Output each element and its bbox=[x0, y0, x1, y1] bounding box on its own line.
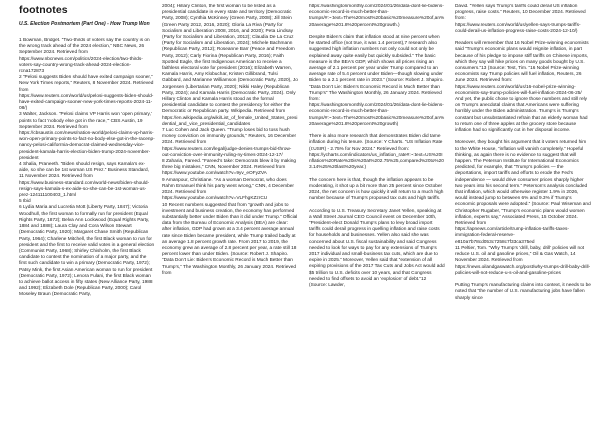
footnote-column-1 bbox=[19, 38, 155, 420]
footnote-column-2 bbox=[162, 4, 298, 420]
footnote-paragraph: 1 Bowman, Bridget. “Two-thirds of voters say the country is on the wrong track ahead of the 2024 election,” NBC News, 26 September 2024. Retrieved from https://www.nbcnews.com/politics/2024-election/two-thirds-voters-say-country-wrong-track-ahead-2024-election-rcna172873 2 “Pelosi suggests Biden should have exited campaign sooner,” New York Times reports,” Reuters, 8 November 2024. Retrieved from https://www.reuters.com/world/us/pelosi-suggests-biden-should-have-exited-campaign-sooner-new-york-times-reports-2024-11-08/) 3 Walter, Jackson. “Pelosi claims VP Harris won ‘open primary,’ points to fact ‘nobody else got in the race,’” CBS Austin, 19 September 2024. Retrieved from https://cbsaustin.com/news/nation-world/pelosi-claims-vp-harris-won-open-primary-points-to-fact-no-body-else-got-in-the-racenp-nancy-pelosi-califorrnia-democrat-claimed-wednesday-vice-president-kamala-harris-election-biden-trump-2024-november-president 4 Shalia, Praneeth. “Biden should resign, says Kamala’s ex-aide, so she can be 1st woman US Prez.” Business Standard, 11 November 2024. Retrieved from https://www.business-standard.com/world-news/biden-should-resign-says-kamala-s-ex-aide-so-she-can-be-1st-woman-us-prez-124111100403_1.html 5 Ibid 6 Lydia Maria and Lucretia Mott (Liberty Party, 1847); Victoria Woodhull, the first woman to formally run for president (Equal Rights Party, 1872); Belva Ann Lockwood (Equal Rights Party, 1884 and 1888); Laura Clay and Cora Wilson Stewart (Democratic Party, 1920); Margaret Chase Smith (Republican Party, 1964); Charlene Mitchell, the first Black woman to run for president and the first to receive valid votes in a general election (Communist Party, 1968); Shirley Chisholm, the first Black candidate to contest the nomination of a major party, and the first such candidate to win a primary (Democratic Party, 1972); Patsy Mink, the first Asian American woman to run for president (Democratic Party, 1972); Lenora Fulani, the first Black woman to achieve ballot access in fifty states (New Alliance Party, 1988 and 1992); Elizabeth Dole (Republican Party, 2000); Carol Moseley Braun (Democratic Party, bbox=[19, 38, 155, 298]
footnote-paragraph: David. “Yellen says Trump’s tariffs could derail US inflation progress, raise costs.” Reuters, 10 December 2024. Retrieved from: https://www.reuters.com/world/us/yellen-says-trumps-tariffs-could-derail-us-inflation-progress-raise-costs-2024-12-10/) bbox=[455, 4, 586, 34]
footnote-paragraph: https://washingtonmonthly.com/2024/01/26/data-dont-lie-bidens-economic-record-is-much-better-than-trumps/#:~:text=The%20most%20basic%20measure%20of,an%20average%201.8%20percent%20growth.) bbox=[309, 4, 445, 28]
footnote-paragraph: The concern here is that, though the inflation appears to be moderating, it shot up a bit more than 25 percent since October 2024, the net concern is how quickly it will return to a much high number because of Trump’s proposed tax cuts and high tariffs. bbox=[309, 177, 444, 202]
footnote-column-4 bbox=[455, 4, 591, 420]
footnote-column-3 bbox=[309, 4, 445, 420]
footnote-paragraph: Despite Biden’s claim that inflation stood at nine percent when he started office (not true, it was 1.4 percent),7 research also suggested high inflation numbers not only could not only be explained away quite easily but quickly subsided.” The basic measure is the BEA’s GDP, which shows all prices rising an average of 2.1 percent per year under Trump compared to an average rate of 5.4 percent under Biden—though slowing under Biden to a 2.1 percent rate in 2023.” (Source: Robert J. Shapiro. “Data Don’t Lie: Biden’s Economic Record is Much Better than Trump’s” The Washington Monthly, 26 January 2024. Retrieved from: https://washingtonmonthly.com/2024/01/26/data-dont-lie-bidens-economic-record-is-much-better-than-trumps/#:~:text=The%20most%20basic%20measure%20of,an%20average%201.8%20percent%20growth) bbox=[309, 35, 445, 127]
page-subtitle: U.S. Election Postmortem (Part One) - How Trump Won bbox=[19, 21, 150, 27]
footnote-paragraph: Readers will remember that 16 Nobel Prize-winning economists said “Trump’s economic plans would reignite inflation, in part because of his pledge to impose stiff tariffs on Chinese imports, which they say will hike prices on many goods bought by U.S. consumers.”13 (Source: Test, Tim. “16 Nobel Prize-winning economists say Trump policies will fuel inflation, Reuters, 26 June 2024. Retrieved from: https://www.reuters.com/world/us/16-nobel-prize-winning-economists-say-trump-policies-will-fuel-inflation-2024-06-25/ And yet, the public chose to ignore those numbers and still rely on Trump’s anecdotal claims that Americans were suffering horribly under the Biden administration. Trump’s is Trump’s constant but unsubstantiated refrain that an elderly woman had to return one of three apples at the grocery store because inflation had so significantly cut in her disposal income. bbox=[455, 41, 589, 134]
footnote-paragraph: Moreover, they bought his argument that it voters returned him to the White House, “inflation will vanish completely.” Hopeful thinking, as again there is no evidence to suggest that will happen. The Peterson Institute for International Economics predicted, for example, that “Trump’s policies — the deportations, import tariffs and efforts to erode the Fed’s independence — would drive consumer prices sharply higher two years into his second term.” Peterson’s analysis concluded that inflation, which would otherwise register 1.9% in 2026, would instead jump to between 6% and 9.3% if Trump’s economic proposals were adopted.” (Source: Paul Wiseman and Christopher Rugaber, “Trump’s economic plans would worsen inflation, experts say,” Associated Press, 15 October 2024. Retrieved from https://apnews.com/article/trump-inflation-tariffs-taxes-immigration-federal-reserve-e810a7b78cd053c7258c7f33ca375ed 11 Peltier, Tom. “Why Trump’s ‘drill, baby, drill’ policies will not reduce U.S. oil and gasoline prices,” Oil & Gas Watch, 14 November 2024. Retrieved from https://news.oilandgaswatch.org/post/why-trumps-drill-baby-drill-policies-will-not-reduce-u-s-oil-and-gasoline-prices bbox=[455, 140, 591, 276]
footnote-paragraph: Putting Trump’s manufacturing claims into context, it needs to be noted that “the number of U.S. manufacturing jobs have fallen sharply since bbox=[455, 283, 591, 301]
footnote-paragraph: According to U.S. Treasury Secretary Janet Yellen, speaking at a Wall Street Journal CEO Council event on December 10th, “President-elect Donald Trump’s plans to levy broad import tariffs could derail progress in quelling inflation and raise costs for households and businesses. Yellen also said she was concerned about U.S. fiscal sustainability and said Congress needed to look for ways to pay for any extensions of Trump’s 2017 individual and small-business tax cuts, which are due to expire in 2025.” Moreover, Yellen said that “extension of all expiring provisions of the 2017 Tax Cuts and Jobs Act would add $5 trillion to U.S. deficits over 10 years, and that Congress needed to find offsets to avoid an ‘explosion’ of debt.”12 (Source: Lawder, bbox=[309, 208, 445, 289]
footnote-paragraph: 2004); Hillary Clinton, the first woman to be listed as a presidential candidate in every state and territory (Democratic Party, 2008); Cynthia McKinney (Green Party, 2008); Jill Stein (Green Party 2012, 2016, 2020); Gloria La Riva (Party for Socialism and Liberation 2008, 2016, and 2020); Peta Lindsay (Party for Socialism and Liberation, 2012); Claudia De La Cruz (Party for Socialism and Liberation, 2024); Michele Bachmann (Republican Party, 2012); Roseanne Barr (Peace and Freedom Party, 2012); Carly Fiorina (Republican Party, 2016); Faith Spotted Eagle, the first Indigenous American to receive a faithless electoral vote for president (2016); Elizabeth Warren, Kamala Harris, Amy Klobuchar, Kristen Gillibrand, Tulsi Gabbard, and Marianne Williamson (Democratic Party, 2020), Jo Jorgensen (Libertarian Party, 2020); Nikki Haley (Republican Party, 2024); and Kamala Harris (Democratic Party, 2024). Only Hillary Clinton and Kamala Harris stood as the formal presidential candidate to contest the presidency for either the Democratic or Republican party. Wikipedia. Retrieved from https://en.wikipedia.org/wiki/List_of_female_United_States_presidential_and_vice_presidential_candidates 7 Luc Cohen and Jack Queen. “Trump loses bid to toss hush money conviction on immunity grounds,” Reuters, 16 December 2024. Retrieved from https://www.reuters.com/legal/judge-denies-trumps-bid-throw-out-conviction-over-immunity-ruling-ny-times-2024-12-17/ 8 Zaharia, Fareed. “Fareed’s take: Democrats blew it by making three big mistakes,” CNN, November 2024. Retrieved from https://www.youtube.com/watch?v=9yv_eOFyZVA 9 Amanpour, Christiane. “As a woman Democrat, who does Rahm Emanuel think his party went wrong,” CNN, 4 December 2024. Retrieved from https://www.youtube.com/watch?v=VLFhgKZzrCU 10 Recent numbers suggested that from “growth and jobs to investment and business creation, the economy has performed substantially better under Biden than it did under Trump.” Official data from the Bureau of Economic Analysis (BEA) are clear: after inflation, GDP had grown at a 3.4 percent average annual rate since Biden became president, while Trump trailed badly at an average 1.8 percent growth rate. From 2017 to 2019, the economy grew an average of 2.8 percent per year, a rate still 18 percent lower than under Biden. (Source: Robert J. Shapiro. “Data Don’t Lie: Biden’s Economic Record is Much Better than Trump’s,” The Washington Monthly, 26 January 2024. Retrieved from bbox=[162, 4, 298, 276]
footnote-paragraph: There is also more research that demonstrates Biden did tame inflation during his tenure. (Source: Y Charts. “US Inflation Rate (I:USIR) - 2.75% for Nov 2024.” Retrieved from: https://ycharts.com/indicators/us_inflation_rate#:~:text=US%20Inflation%20Rate%20is%20at%202.75%25,compared%20to%203.14%25%20last%20year.) bbox=[309, 134, 444, 171]
page-title: footnotes bbox=[19, 4, 68, 16]
